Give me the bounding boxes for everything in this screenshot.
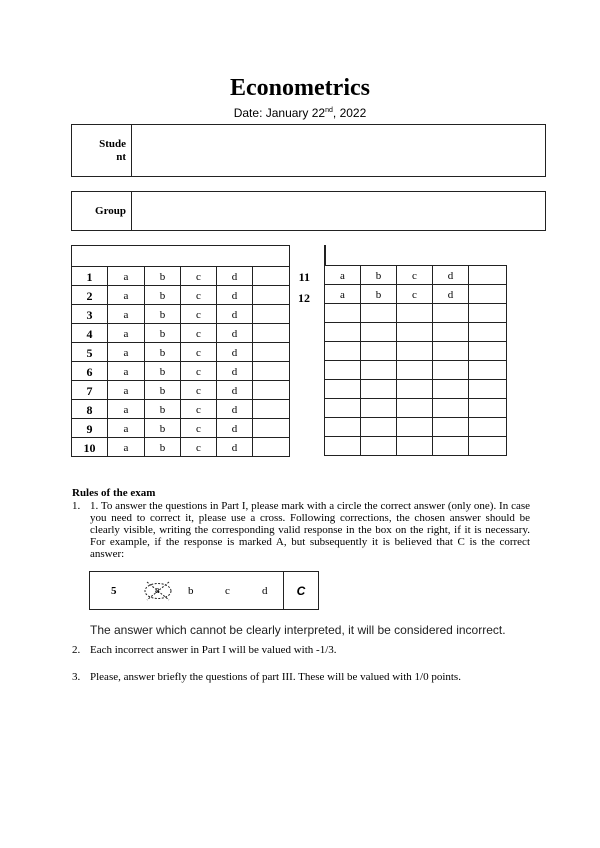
empty-cell bbox=[361, 361, 397, 380]
empty-cell bbox=[433, 342, 469, 361]
empty-cell bbox=[325, 361, 361, 380]
group-box bbox=[71, 191, 546, 231]
date-year: , 2022 bbox=[332, 106, 367, 120]
option-a[interactable]: a bbox=[108, 343, 145, 362]
answer-row bbox=[72, 381, 290, 400]
empty-cell bbox=[361, 437, 397, 456]
empty-cell bbox=[397, 399, 433, 418]
correction-box[interactable] bbox=[469, 285, 507, 304]
option-c[interactable]: c bbox=[397, 285, 433, 304]
empty-row bbox=[325, 418, 507, 437]
answer-row bbox=[72, 343, 290, 362]
option-c[interactable]: c bbox=[181, 324, 217, 343]
page-title: Econometrics bbox=[230, 75, 370, 101]
question-number: 4 bbox=[72, 324, 108, 343]
question-number: 2 bbox=[72, 286, 108, 305]
question-number: 3 bbox=[72, 305, 108, 324]
empty-cell bbox=[397, 323, 433, 342]
option-d[interactable]: d bbox=[217, 343, 253, 362]
answer-row bbox=[72, 362, 290, 381]
rule-item-3 bbox=[72, 671, 461, 683]
answer-row bbox=[325, 266, 507, 285]
empty-row bbox=[325, 342, 507, 361]
correction-box[interactable] bbox=[253, 400, 290, 419]
date-ordinal: nd bbox=[325, 107, 333, 114]
option-b[interactable]: b bbox=[145, 362, 181, 381]
option-a[interactable]: a bbox=[108, 324, 145, 343]
empty-cell bbox=[397, 380, 433, 399]
option-c: c bbox=[225, 585, 230, 597]
question-number: 11 bbox=[298, 270, 310, 284]
empty-row bbox=[325, 399, 507, 418]
empty-cell bbox=[469, 361, 507, 380]
empty-cell bbox=[325, 437, 361, 456]
correction-box[interactable] bbox=[253, 419, 290, 438]
option-b[interactable]: b bbox=[145, 400, 181, 419]
option-b[interactable]: b bbox=[145, 267, 181, 286]
option-d[interactable]: d bbox=[217, 305, 253, 324]
empty-cell bbox=[325, 323, 361, 342]
empty-cell bbox=[397, 437, 433, 456]
option-b[interactable]: b bbox=[145, 438, 181, 457]
rules-list bbox=[72, 500, 530, 560]
empty-cell bbox=[397, 361, 433, 380]
correction-box[interactable] bbox=[253, 438, 290, 457]
question-number: 5 bbox=[72, 343, 108, 362]
question-number: 7 bbox=[72, 381, 108, 400]
answer-table-right bbox=[324, 265, 507, 456]
answer-row bbox=[72, 438, 290, 457]
empty-cell bbox=[325, 399, 361, 418]
option-c[interactable]: c bbox=[181, 267, 217, 286]
student-field[interactable] bbox=[132, 125, 545, 176]
option-d[interactable]: d bbox=[217, 438, 253, 457]
empty-cell bbox=[325, 342, 361, 361]
option-b[interactable]: b bbox=[361, 266, 397, 285]
empty-cell bbox=[469, 342, 507, 361]
option-c[interactable]: c bbox=[181, 438, 217, 457]
option-c[interactable]: c bbox=[181, 362, 217, 381]
option-d[interactable]: d bbox=[217, 324, 253, 343]
correction-box[interactable] bbox=[469, 266, 507, 285]
rule-text: Please, answer briefly the questions of part III. These will be valued with 1/0 points. bbox=[90, 671, 461, 683]
option-b[interactable]: b bbox=[145, 305, 181, 324]
empty-cell bbox=[433, 437, 469, 456]
option-b[interactable]: b bbox=[145, 286, 181, 305]
empty-cell bbox=[397, 304, 433, 323]
question-number: 12 bbox=[298, 290, 310, 305]
option-b[interactable]: b bbox=[145, 324, 181, 343]
empty-cell bbox=[361, 380, 397, 399]
option-a[interactable]: a bbox=[108, 362, 145, 381]
empty-cell bbox=[433, 361, 469, 380]
option-b[interactable]: b bbox=[145, 343, 181, 362]
option-b[interactable]: b bbox=[361, 285, 397, 304]
option-c[interactable]: c bbox=[181, 381, 217, 400]
option-b: b bbox=[188, 585, 194, 597]
rule-item-1 bbox=[72, 500, 530, 560]
empty-row bbox=[325, 361, 507, 380]
question-number: 10 bbox=[72, 438, 108, 457]
question-number: 1 bbox=[72, 267, 108, 286]
empty-cell bbox=[361, 304, 397, 323]
correction-box[interactable] bbox=[253, 362, 290, 381]
example-question-number: 5 bbox=[111, 585, 117, 597]
example-options bbox=[90, 572, 284, 609]
empty-cell bbox=[433, 418, 469, 437]
empty-cell bbox=[433, 304, 469, 323]
option-d[interactable]: d bbox=[217, 400, 253, 419]
option-c[interactable]: c bbox=[181, 400, 217, 419]
empty-cell bbox=[325, 304, 361, 323]
empty-row bbox=[325, 437, 507, 456]
option-a[interactable]: a bbox=[108, 381, 145, 400]
list-marker: 2. bbox=[72, 644, 81, 656]
empty-cell bbox=[397, 418, 433, 437]
option-c[interactable]: c bbox=[181, 343, 217, 362]
option-d[interactable]: d bbox=[217, 381, 253, 400]
option-c[interactable]: c bbox=[181, 286, 217, 305]
option-a[interactable]: a bbox=[325, 266, 361, 285]
right-table-top-line bbox=[324, 245, 326, 266]
option-a: a bbox=[155, 585, 160, 596]
option-a[interactable]: a bbox=[108, 286, 145, 305]
correction-box[interactable] bbox=[253, 343, 290, 362]
option-a[interactable]: a bbox=[108, 305, 145, 324]
question-number: 9 bbox=[72, 419, 108, 438]
option-c[interactable]: c bbox=[397, 266, 433, 285]
correction-box[interactable] bbox=[253, 324, 290, 343]
empty-cell bbox=[433, 323, 469, 342]
answer-row bbox=[72, 305, 290, 324]
empty-cell bbox=[469, 437, 507, 456]
empty-cell bbox=[361, 418, 397, 437]
option-d[interactable]: d bbox=[433, 266, 469, 285]
question-number: 8 bbox=[72, 400, 108, 419]
empty-row bbox=[325, 380, 507, 399]
option-c[interactable]: c bbox=[181, 305, 217, 324]
option-a[interactable]: a bbox=[108, 419, 145, 438]
rule-item-2 bbox=[72, 644, 337, 656]
answer-row bbox=[72, 286, 290, 305]
corrected-answer-cell: C bbox=[296, 583, 306, 598]
option-d[interactable]: d bbox=[217, 267, 253, 286]
answer-row bbox=[72, 400, 290, 419]
empty-cell bbox=[433, 380, 469, 399]
answer-table-left bbox=[71, 245, 290, 457]
student-box bbox=[71, 124, 546, 177]
empty-cell bbox=[469, 418, 507, 437]
date-text: Date: January 22 bbox=[233, 106, 326, 120]
option-d: d bbox=[262, 585, 268, 597]
option-a[interactable]: a bbox=[325, 285, 361, 304]
rule-text: Each incorrect answer in Part I will be valued with -1/3. bbox=[90, 644, 337, 656]
rule-text: 1. To answer the questions in Part I, please mark with a circle the correct answer (only one). In case you need to correct it, please use a cross. Following corrections, the chosen answer should be clearly visible, writing the corresponding valid response in the box on the right, if it is necessary. For example, if the response is marked A, but subsequently it is believed that C is the correct answer: bbox=[90, 500, 530, 560]
group-label: Group bbox=[72, 192, 132, 230]
option-c[interactable]: c bbox=[181, 419, 217, 438]
list-marker: 3. bbox=[72, 671, 81, 683]
exam-date bbox=[0, 106, 600, 120]
option-d[interactable]: d bbox=[217, 419, 253, 438]
empty-cell bbox=[469, 380, 507, 399]
empty-cell bbox=[433, 399, 469, 418]
empty-row bbox=[325, 304, 507, 323]
answer-row bbox=[72, 419, 290, 438]
answer-table-header bbox=[72, 246, 290, 267]
empty-cell bbox=[361, 323, 397, 342]
empty-cell bbox=[361, 399, 397, 418]
list-marker: 1. bbox=[72, 500, 81, 512]
student-label: Stude nt bbox=[72, 125, 132, 176]
option-d[interactable]: d bbox=[433, 285, 469, 304]
empty-cell bbox=[325, 418, 361, 437]
correction-box[interactable] bbox=[253, 381, 290, 400]
option-a[interactable]: a bbox=[108, 267, 145, 286]
option-a[interactable]: a bbox=[108, 400, 145, 419]
option-b[interactable]: b bbox=[145, 419, 181, 438]
option-d[interactable]: d bbox=[217, 362, 253, 381]
empty-cell bbox=[469, 323, 507, 342]
empty-cell bbox=[325, 380, 361, 399]
empty-cell bbox=[469, 399, 507, 418]
correction-box[interactable] bbox=[253, 305, 290, 324]
rules-heading: Rules of the exam bbox=[72, 487, 156, 499]
empty-cell bbox=[361, 342, 397, 361]
empty-row bbox=[325, 323, 507, 342]
option-a[interactable]: a bbox=[108, 438, 145, 457]
option-d[interactable]: d bbox=[217, 286, 253, 305]
answer-row bbox=[72, 267, 290, 286]
group-field[interactable] bbox=[132, 192, 545, 230]
question-number: 6 bbox=[72, 362, 108, 381]
option-b[interactable]: b bbox=[145, 381, 181, 400]
answer-row bbox=[72, 324, 290, 343]
example-answer-row bbox=[89, 571, 319, 610]
empty-cell bbox=[469, 304, 507, 323]
empty-cell bbox=[397, 342, 433, 361]
answer-row bbox=[325, 285, 507, 304]
rules-note: The answer which cannot be clearly interpreted, it will be considered incorrect. bbox=[90, 623, 506, 637]
